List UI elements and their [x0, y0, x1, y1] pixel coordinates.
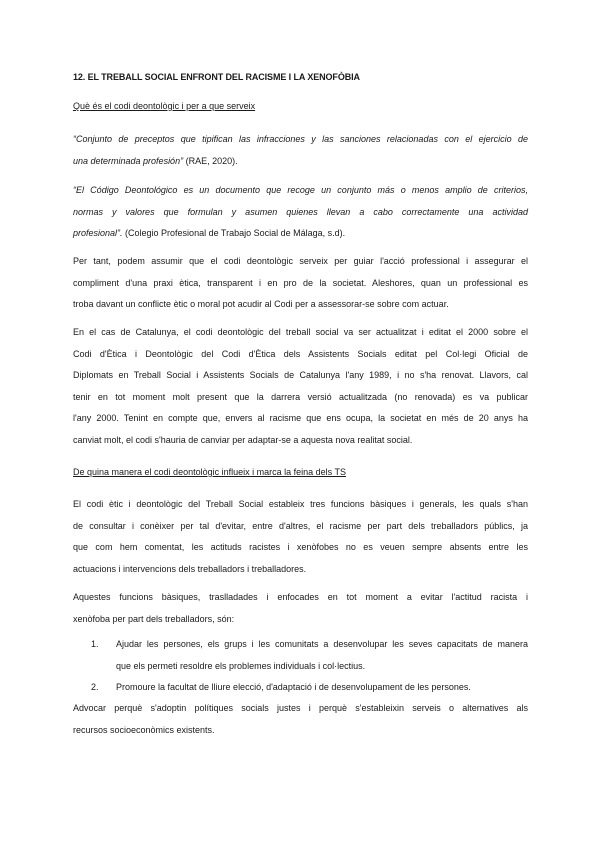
- list-number: 1.: [91, 639, 99, 649]
- list-line: que els permeti resoldre els problemes individuals i col·lectius.: [116, 660, 366, 671]
- list-item: [73, 634, 528, 677]
- paragraph-line: que com hem comentat, les actituds racistes i xenòfobes no es veuen sempre absents entre les: [73, 542, 528, 552]
- paragraph-line: tenir en tot moment molt present que la darrera versió actualitzada (no renovada) es va publicar: [73, 391, 528, 402]
- paragraph-aquestes: [73, 587, 528, 630]
- paragraph-line: troba davant un conflicte ètic o moral pot acudir al Codi per a assessorar-se sobre com actuar.: [73, 299, 449, 309]
- paragraph-line: compliment d'una praxi ètica, transparent i en pro de la societat. Aleshores, quan un professional es: [73, 277, 528, 288]
- paragraph-line: Per tant, podem assumir que el codi deontològic serveix per guiar l'acció professional i assegurar el: [73, 256, 528, 266]
- paragraph-advocar: [73, 698, 528, 741]
- list-line: Ajudar les persones, els grups i les comunitats a desenvolupar les seves capacitats de manera: [116, 639, 528, 649]
- paragraph-funcions: [73, 494, 528, 580]
- quote-line: normas y valores que formulan y asumen quienes llevan a cabo correctamente una actividad: [73, 206, 528, 217]
- functions-list: [73, 634, 528, 699]
- list-number: 2.: [91, 682, 99, 692]
- quote-line: “Conjunto de preceptos que tipifican las infracciones y las sanciones relacionadas con el ejercicio de: [73, 134, 528, 144]
- paragraph-line: Advocar perquè s'adoptin polítiques socials justes i perquè s'estableixin serveis o alternatives als: [73, 703, 528, 713]
- citation: (RAE, 2020).: [183, 155, 238, 166]
- paragraph-catalunya: [73, 322, 528, 451]
- paragraph-line: En el cas de Catalunya, el codi deontològic del treball social va ser actualitzat i editat el 2000 sobre el: [73, 327, 528, 337]
- paragraph-line: actuacions i intervencions dels treballadors i treballadores.: [73, 563, 307, 574]
- quote-line: “El Código Deontológico es un documento que recoge un conjunto más o menos amplio de criterios,: [73, 185, 528, 195]
- list-item: [73, 677, 528, 699]
- quote-line: profesional”.: [73, 228, 123, 238]
- paragraph-line: recursos socioeconòmics existents.: [73, 724, 215, 735]
- paragraph-line: de consultar i conèixer per tal d'evitar, entre d'altres, el racisme per part dels treballadors públics, ja: [73, 520, 528, 531]
- document-title: 12. EL TREBALL SOCIAL ENFRONT DEL RACISME I LA XENOFÒBIA: [73, 72, 360, 82]
- list-line: Promoure la facultat de lliure elecció, d'adaptació i de desenvolupament de les persones.: [116, 682, 471, 692]
- paragraph-line: Diplomats en Treball Social i Assistents Socials de Catalunya l'any 1989, i no s'ha renovat. Llavors, cal: [73, 370, 528, 380]
- paragraph-line: canviat molt, el codi s'hauria de canviar per adaptar-se a aquesta nova realitat social.: [73, 434, 413, 445]
- quote-rae: [73, 129, 528, 172]
- paragraph-line: El codi ètic i deontològic del Treball Social estableix tres funcions bàsiques i generals, les quals s'han: [73, 499, 528, 509]
- paragraph-line: l'any 2000. Tenint en compte que, envers al racisme que ens ocupa, la societat en més de 20 anys ha: [73, 413, 528, 423]
- quote-colegio: [73, 180, 528, 245]
- paragraph-line: xenòfoba per part dels treballadors, són:: [73, 613, 235, 624]
- section-heading-influencia: De quina manera el codi deontològic influeix i marca la feina dels TS: [73, 467, 346, 477]
- paragraph-per-tant: [73, 251, 528, 316]
- paragraph-line: Aquestes funcions bàsiques, traslladades i enfocades en tot moment a evitar l'actitud racista i: [73, 592, 528, 602]
- citation: (Colegio Profesional de Trabajo Social de Málaga, s.d).: [122, 228, 346, 238]
- quote-line: una determinada profesión”: [73, 155, 184, 166]
- paragraph-line: Codi d'Ètica i Deontològic del Codi d'Ètica dels Assistents Socials editat pel Col·legi Oficial de: [73, 348, 528, 359]
- section-heading-codi: Què és el codi deontològic i per a que serveix: [73, 101, 256, 111]
